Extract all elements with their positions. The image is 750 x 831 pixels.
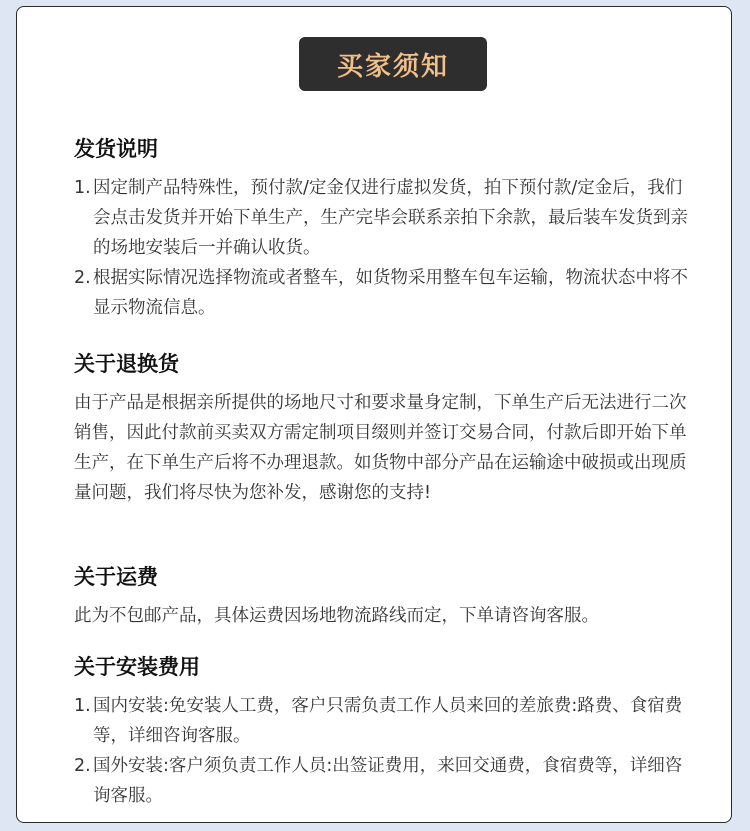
notice-card (16, 6, 732, 823)
page-title: 买家须知 (299, 37, 487, 91)
section-title: 发货说明 (74, 137, 158, 161)
item-text: 因定制产品特殊性，预付款/定金仅进行虚拟发货，拍下预付款/定金后，我们会点击发货并开始下单生产，生产完毕会联系亲拍下余款，最后装车发货到亲的场地安装后一并确认收货。 (93, 178, 688, 258)
section-returns (74, 350, 699, 508)
section-title: 关于运费 (74, 565, 158, 589)
section-shipping-fee (74, 563, 699, 631)
section-paragraph: 由于产品是根据亲所提供的场地尺寸和要求量身定制，下单生产后无法进行二次销售，因此付款前买卖双方需定制项目缀则并签订交易合同，付款后即开始下单生产，在下单生产后将不办理退款。如货物中部分产品在运输途中破损或出现质量问题，我们将尽快为您补发，感谢您的支持! (74, 393, 687, 503)
item-text: 国内安装:免安装人工费，客户只需负责工作人员来回的差旅费:路费、食宿费等，详细咨询客服。 (93, 696, 683, 746)
list-item (74, 751, 699, 811)
section-shipping (74, 135, 699, 323)
item-number: 2. (74, 756, 91, 776)
section-paragraph: 此为不包邮产品，具体运费因场地物流路线而定，下单请咨询客服。 (74, 606, 599, 626)
section-installation-fee (74, 653, 699, 811)
item-number: 1. (74, 178, 91, 198)
item-text: 国外安装:客户须负责工作人员:出签证费用，来回交通费，食宿费等，详细咨询客服。 (93, 756, 683, 806)
item-number: 2. (74, 268, 91, 288)
item-text: 根据实际情况选择物流或者整车，如货物采用整车包车运输，物流状态中将不显示物流信息。 (93, 268, 688, 318)
list-item (74, 263, 699, 323)
item-number: 1. (74, 696, 91, 716)
list-item (74, 691, 699, 751)
list-item (74, 173, 699, 263)
section-title: 关于退换货 (74, 352, 179, 376)
section-title: 关于安装费用 (74, 655, 200, 679)
